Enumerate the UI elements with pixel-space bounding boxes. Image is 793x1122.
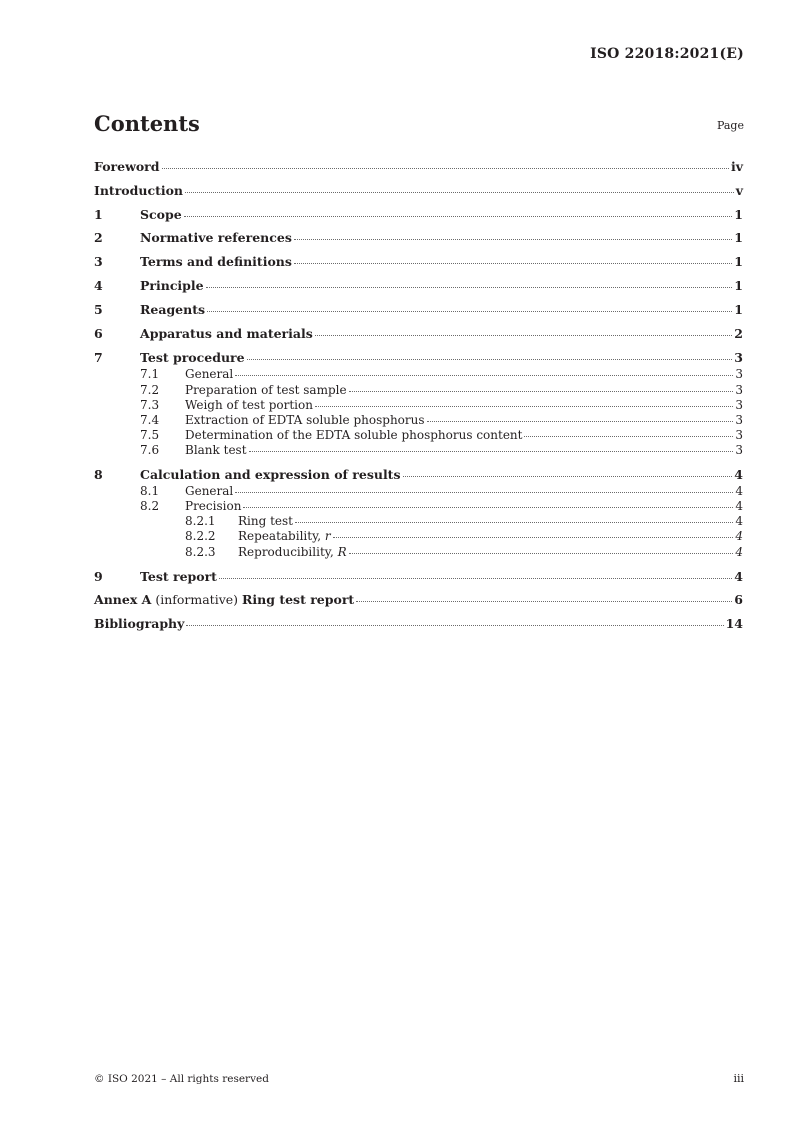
toc-entry-8-2-2-repeatability[interactable] xyxy=(94,529,743,545)
toc-entry-number: 7.1 xyxy=(140,367,160,382)
toc-page-number: 4 xyxy=(735,529,743,544)
toc-entry-8-1-general[interactable] xyxy=(94,484,743,499)
toc-entry-7-4-extraction[interactable] xyxy=(94,413,743,428)
leader-dots xyxy=(184,215,733,217)
toc-entry-label: Terms and definitions xyxy=(140,254,292,270)
toc-entry-label xyxy=(94,588,354,612)
toc-page-number: 6 xyxy=(734,592,743,608)
toc-page-number: v xyxy=(735,182,743,198)
toc-entry-number: 3 xyxy=(94,254,103,270)
toc-entry-7-6-blank-test[interactable] xyxy=(94,443,743,458)
toc-entry-label: Normative references xyxy=(140,230,292,246)
toc-entry-label: Principle xyxy=(140,277,204,293)
leader-dots xyxy=(294,262,732,264)
toc-entry-label: Determination of the EDTA soluble phosphorus content xyxy=(185,428,523,443)
toc-entry-terms-and-definitions[interactable] xyxy=(94,250,743,274)
toc-entry-foreword[interactable] xyxy=(94,155,743,179)
toc-entry-number: 8.2.3 xyxy=(185,545,216,560)
toc-entry-normative-references[interactable] xyxy=(94,226,743,250)
toc-entry-label: Blank test xyxy=(185,443,247,458)
toc-entry-7-3-weigh[interactable] xyxy=(94,398,743,413)
annex-prefix: Annex A xyxy=(94,592,152,608)
toc-page-number: 3 xyxy=(735,382,743,397)
toc-page-number: 3 xyxy=(735,443,743,458)
toc-page-number: 3 xyxy=(735,428,743,443)
toc-entry-label: Calculation and expression of results xyxy=(140,466,401,482)
toc-entry-number: 7.6 xyxy=(140,443,160,458)
leader-dots xyxy=(295,521,733,523)
toc-entry-number: 8.1 xyxy=(140,483,160,498)
toc-entry-7-5-determination[interactable] xyxy=(94,428,743,443)
toc-page-number: 1 xyxy=(734,277,743,293)
toc-entry-number: 7.2 xyxy=(140,382,160,397)
toc-entry-7-2-preparation[interactable] xyxy=(94,383,743,398)
toc-page-number: 2 xyxy=(734,325,743,341)
toc-page-number: 4 xyxy=(734,568,743,584)
leader-dots xyxy=(333,536,734,538)
toc-entry-number: 8.2.1 xyxy=(185,513,216,528)
annex-note: (informative) xyxy=(151,592,243,608)
leader-dots xyxy=(294,238,732,240)
toc-entry-label: Reagents xyxy=(140,301,206,317)
leader-dots xyxy=(235,491,733,493)
leader-dots xyxy=(243,506,733,508)
leader-dots xyxy=(427,420,734,422)
toc-entry-label: General xyxy=(185,367,234,382)
leader-dots xyxy=(235,374,733,376)
toc-entry-number: 2 xyxy=(94,230,103,246)
toc-page-number: 3 xyxy=(734,350,743,366)
page-column-label: Page xyxy=(716,119,744,132)
toc-page-number: 14 xyxy=(725,616,743,632)
toc-entry-number: 4 xyxy=(94,277,103,293)
toc-entry-number: 9 xyxy=(94,568,103,584)
toc-entry-label: Apparatus and materials xyxy=(140,325,313,341)
toc-entry-scope[interactable] xyxy=(94,203,743,227)
toc-entry-introduction[interactable] xyxy=(94,179,743,203)
toc-entry-label: Extraction of EDTA soluble phosphorus xyxy=(185,412,425,427)
leader-dots xyxy=(356,600,732,602)
toc-entry-label: Preparation of test sample xyxy=(185,382,347,397)
toc-entry-label: Foreword xyxy=(94,159,160,174)
toc-page-number: 4 xyxy=(735,483,743,498)
toc-entry-number: 8.2 xyxy=(140,498,160,513)
toc-entry-label: Test procedure xyxy=(140,350,245,366)
toc-entry-annex-a[interactable] xyxy=(94,588,743,612)
toc-page-number: 4 xyxy=(734,466,743,482)
toc-entry-label: General xyxy=(185,483,234,498)
toc-page-number: 4 xyxy=(735,545,743,560)
leader-dots xyxy=(186,624,723,626)
leader-dots xyxy=(349,390,734,392)
toc-label-text: Repeatability, xyxy=(238,529,325,544)
toc-entry-label xyxy=(238,529,331,545)
toc-entry-test-procedure[interactable] xyxy=(94,349,743,367)
toc-entry-number: 6 xyxy=(94,325,103,341)
leader-dots xyxy=(315,405,733,407)
leader-dots xyxy=(524,435,733,437)
copyright-notice: © ISO 2021 – All rights reserved xyxy=(94,1073,269,1085)
toc-page-number: 1 xyxy=(734,206,743,222)
page-number: iii xyxy=(733,1072,744,1085)
toc-entry-number: 7 xyxy=(94,350,103,366)
toc-entry-test-report[interactable] xyxy=(94,565,743,589)
leader-dots xyxy=(315,334,733,336)
leader-dots xyxy=(162,167,729,169)
table-of-contents xyxy=(94,155,743,636)
toc-entry-principle[interactable] xyxy=(94,274,743,298)
leader-dots xyxy=(185,191,734,193)
toc-page-number: iv xyxy=(730,159,743,174)
toc-entry-label: Precision xyxy=(185,498,242,513)
toc-entry-8-2-3-reproducibility[interactable] xyxy=(94,545,743,561)
toc-entry-calculation[interactable] xyxy=(94,466,743,484)
toc-page-number: 3 xyxy=(735,367,743,382)
toc-entry-label: Introduction xyxy=(94,182,184,198)
toc-label-variable: r xyxy=(324,529,331,544)
toc-entry-number: 8 xyxy=(94,466,103,482)
page-title: Contents xyxy=(94,111,200,136)
toc-page-number: 3 xyxy=(735,412,743,427)
toc-entry-label xyxy=(238,545,347,561)
document-id: ISO 22018:2021(E) xyxy=(590,46,744,62)
toc-entry-number: 1 xyxy=(94,206,103,222)
toc-entry-label: Test report xyxy=(140,568,217,584)
toc-entry-reagents[interactable] xyxy=(94,298,743,322)
toc-entry-number: 7.4 xyxy=(140,412,160,427)
toc-page-number: 4 xyxy=(735,513,743,528)
annex-title: Ring test report xyxy=(242,592,355,608)
toc-page-number: 1 xyxy=(734,301,743,317)
toc-page-number: 1 xyxy=(734,230,743,246)
toc-entry-7-1-general[interactable] xyxy=(94,367,743,382)
toc-entry-8-2-1-ring-test[interactable] xyxy=(94,514,743,530)
leader-dots xyxy=(349,552,734,554)
leader-dots xyxy=(207,310,732,312)
toc-label-text: Reproducibility, xyxy=(238,545,338,560)
toc-entry-label: Ring test xyxy=(238,513,294,528)
toc-entry-bibliography[interactable] xyxy=(94,612,743,636)
toc-entry-label: Bibliography xyxy=(94,616,185,632)
leader-dots xyxy=(403,475,733,477)
toc-label-variable: R xyxy=(337,545,347,560)
toc-entry-number: 7.5 xyxy=(140,428,160,443)
toc-entry-number: 7.3 xyxy=(140,397,160,412)
toc-entry-apparatus-and-materials[interactable] xyxy=(94,322,743,346)
leader-dots xyxy=(206,286,733,288)
toc-page-number: 3 xyxy=(735,397,743,412)
leader-dots xyxy=(249,450,734,452)
leader-dots xyxy=(247,358,733,360)
toc-page-number: 4 xyxy=(735,498,743,513)
leader-dots xyxy=(219,577,732,579)
toc-entry-label: Scope xyxy=(140,206,182,222)
toc-entry-number: 8.2.2 xyxy=(185,529,216,544)
toc-entry-label: Weigh of test portion xyxy=(185,397,313,412)
toc-entry-number: 5 xyxy=(94,301,103,317)
toc-entry-8-2-precision[interactable] xyxy=(94,499,743,514)
toc-page-number: 1 xyxy=(734,254,743,270)
